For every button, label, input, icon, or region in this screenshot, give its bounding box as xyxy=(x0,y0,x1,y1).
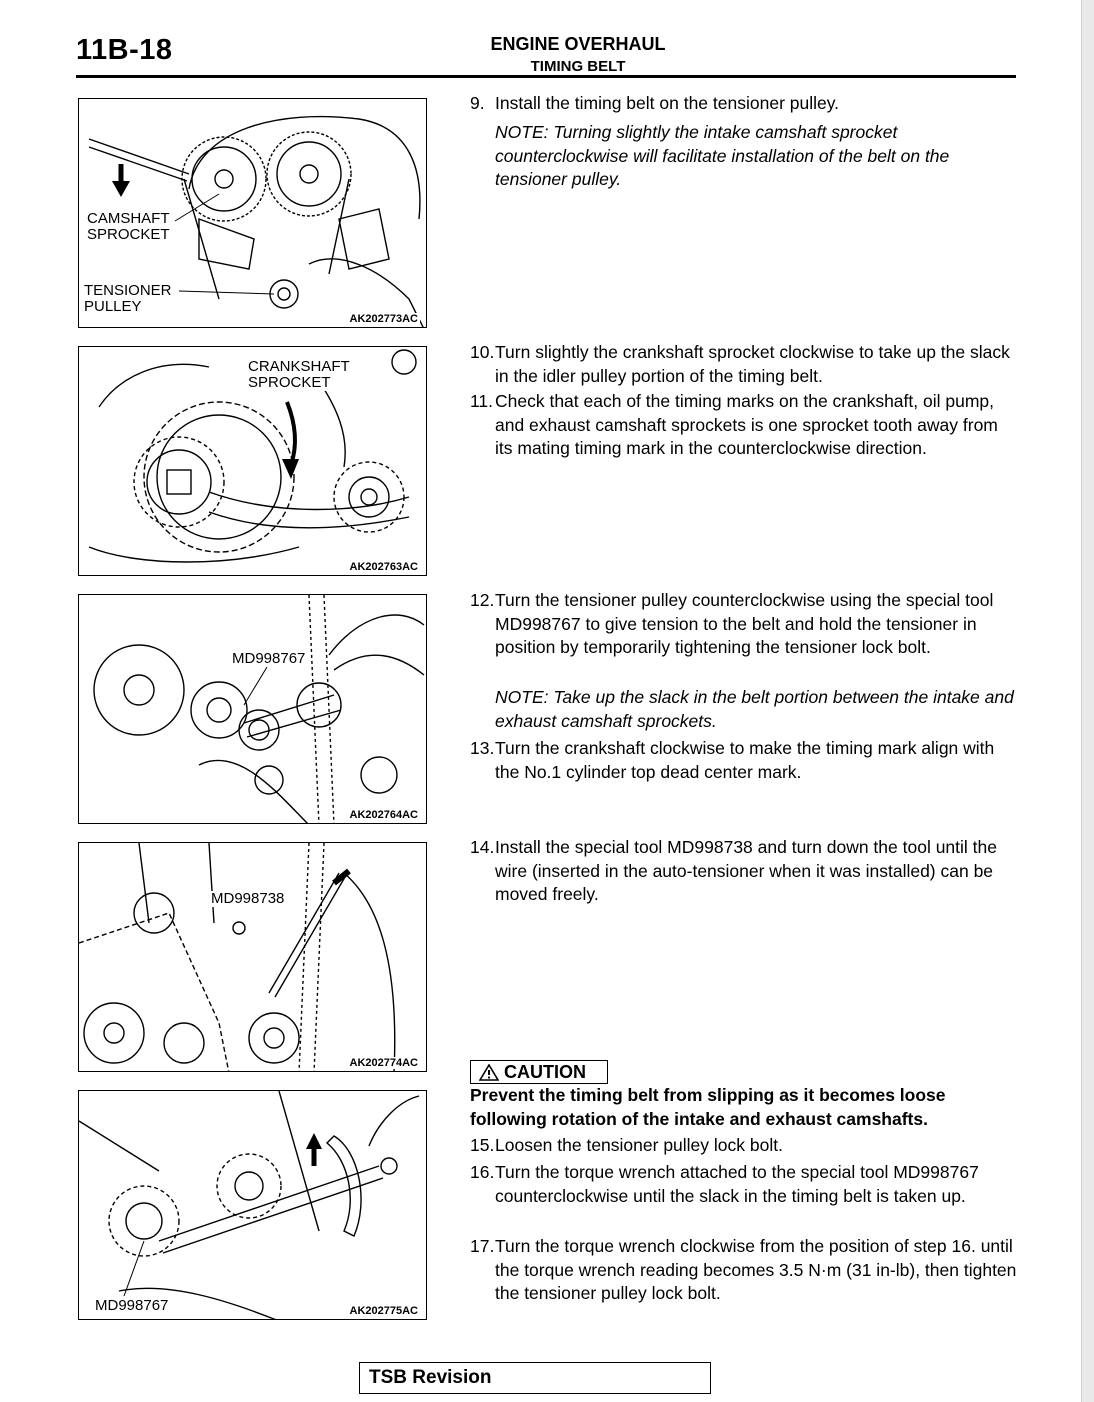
figure-code: AK202764AC xyxy=(349,809,418,821)
step-11 xyxy=(470,390,1020,461)
step-number: 12. xyxy=(470,590,495,610)
step-number: 9. xyxy=(470,93,485,113)
step-text: Turn the tensioner pulley counterclockwise using the special tool MD998767 to give tension to the belt and hold the tensioner in position by temporarily tightening the tensioner lock bolt. xyxy=(495,590,994,657)
step-17 xyxy=(470,1235,1020,1306)
step-number: 17. xyxy=(470,1236,495,1256)
step-text: Turn the torque wrench attached to the special tool MD998767 counterclockwise until the slack in the timing belt is taken up. xyxy=(495,1162,979,1206)
figure-code: AK202774AC xyxy=(349,1057,418,1069)
caution-label: CAUTION xyxy=(504,1062,586,1082)
figure-code: AK202763AC xyxy=(349,561,418,573)
figure-md998767-install xyxy=(78,594,427,824)
step-15 xyxy=(470,1134,1020,1158)
note-step-12: NOTE: Take up the slack in the belt portion between the intake and exhaust camshaft sprockets. xyxy=(495,687,1014,731)
figure-crankshaft-sprocket xyxy=(78,346,427,576)
label-pulley: PULLEY xyxy=(84,298,142,315)
figure-md998738-install xyxy=(78,842,427,1072)
step-13 xyxy=(470,737,1020,784)
figure-code: AK202775AC xyxy=(349,1305,418,1317)
page-number: 11B-18 xyxy=(76,34,173,66)
step-14 xyxy=(470,836,1020,907)
step-number: 15. xyxy=(470,1135,495,1155)
step-9 xyxy=(470,92,1020,116)
label-tensioner: TENSIONER xyxy=(84,282,172,299)
step-text: Turn slightly the crankshaft sprocket clockwise to take up the slack in the idler pulley portion of the timing belt. xyxy=(495,342,1010,386)
step-text: Install the timing belt on the tensioner pulley. xyxy=(495,93,840,113)
step-number: 16. xyxy=(470,1162,495,1182)
step-10 xyxy=(470,341,1020,388)
figure-5-drawing xyxy=(79,1091,427,1320)
figure-camshaft-sprocket xyxy=(78,98,427,328)
step-number: 14. xyxy=(470,837,495,857)
label-camshaft-sprocket: SPROCKET xyxy=(87,226,170,243)
step-number: 10. xyxy=(470,342,495,362)
header-rule xyxy=(76,75,1016,78)
figure-code: AK202773AC xyxy=(349,313,418,325)
step-12 xyxy=(470,589,1020,660)
caution-box xyxy=(470,1060,608,1084)
page-edge-shadow xyxy=(1081,0,1094,1402)
section-title: ENGINE OVERHAUL xyxy=(490,34,666,54)
step-number: 13. xyxy=(470,738,495,758)
step-text: Turn the torque wrench clockwise from the position of step 16. until the torque wrench reading becomes 3.5 N·m (31 in-lb), then tighten the tensioner pulley lock bolt. xyxy=(495,1236,1017,1303)
step-number: 11. xyxy=(470,391,494,411)
step-text: Turn the crankshaft clockwise to make the timing mark align with the No.1 cylinder top dead center mark. xyxy=(495,738,995,782)
tsb-revision-label: TSB Revision xyxy=(369,1367,492,1388)
label-crankshaft: CRANKSHAFT xyxy=(248,358,350,375)
label-md998767-torque: MD998767 xyxy=(95,1297,169,1314)
figure-3-drawing xyxy=(79,595,427,824)
note-step-9: NOTE: Turning slightly the intake camshaft sprocket counterclockwise will facilitate installation of the belt on the tensioner pulley. xyxy=(495,122,950,189)
label-md998738: MD998738 xyxy=(211,890,285,907)
figure-4-drawing xyxy=(79,843,427,1072)
label-camshaft: CAMSHAFT xyxy=(87,210,170,227)
label-md998767: MD998767 xyxy=(232,650,306,667)
step-16 xyxy=(470,1161,1020,1208)
label-crank-sprocket: SPROCKET xyxy=(248,374,331,391)
step-text: Install the special tool MD998738 and turn down the tool until the wire (inserted in the auto-tensioner when it was installed) can be moved freely. xyxy=(495,837,997,904)
tsb-revision-box xyxy=(359,1362,711,1394)
figure-torque-wrench xyxy=(78,1090,427,1320)
warning-icon xyxy=(479,1064,499,1081)
step-text: Check that each of the timing marks on the crankshaft, oil pump, and exhaust camshaft sprockets is one sprocket tooth away from its mating timing mark in the counterclockwise direction. xyxy=(495,391,998,458)
subsection-title: TIMING BELT xyxy=(530,58,626,75)
caution-text: Prevent the timing belt from slipping as it becomes loose following rotation of the intake and exhaust camshafts. xyxy=(470,1085,946,1129)
step-text: Loosen the tensioner pulley lock bolt. xyxy=(495,1135,783,1155)
